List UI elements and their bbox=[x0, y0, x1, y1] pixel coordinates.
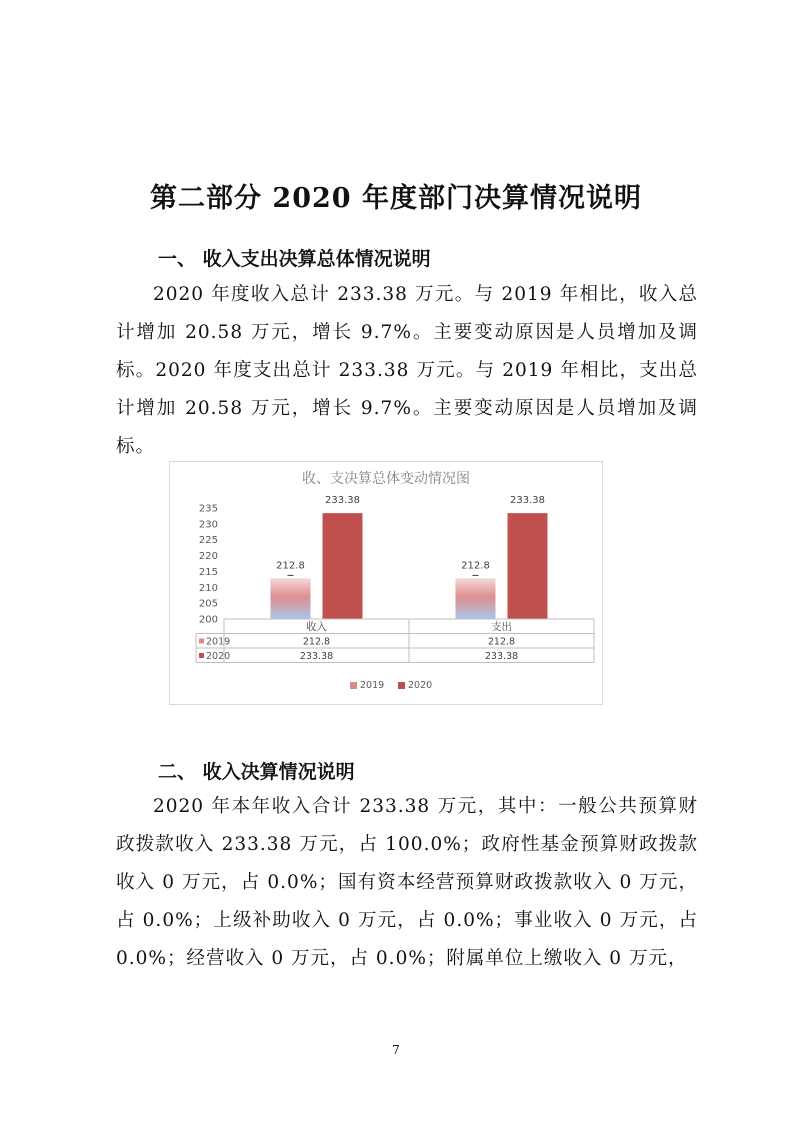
y-tick-label: 215 bbox=[198, 566, 218, 578]
table-value: 233.38 bbox=[299, 651, 334, 662]
y-tick-label: 210 bbox=[198, 582, 218, 594]
bar-2019-2 bbox=[456, 578, 496, 619]
y-tick-label: 230 bbox=[198, 519, 218, 531]
y-tick-label: 200 bbox=[198, 614, 218, 626]
category-label: 收入 bbox=[306, 621, 327, 633]
table-value: 233.38 bbox=[484, 651, 519, 662]
bar-2020-1 bbox=[323, 513, 363, 619]
data-label: 233.38 bbox=[510, 495, 545, 507]
table-value: 212.8 bbox=[302, 636, 331, 648]
chart-canvas bbox=[170, 462, 602, 704]
category-label: 支出 bbox=[491, 621, 512, 633]
data-label: 212.8 bbox=[276, 560, 305, 572]
y-tick-label: 205 bbox=[198, 598, 218, 610]
table-series-name: 2019 bbox=[206, 636, 231, 648]
section-2-paragraph: 2020 年本年收入合计 233.38 万元，其中：一般公共预算财政拨款收入 233.38 万元，占 100.0%；政府性基金预算财政拨款收入 0 万元，占 0.0%；国有资本经营预算财政拨款收入 0 万元，占 0.0%；上级补助收入 0 万元，占 0.0%；事业收入 0 万元，占 0.0%；经营收入 0 万元，占 0.0%；附属单位上缴收入 0 万元， bbox=[116, 796, 698, 969]
bar-2020-2 bbox=[508, 513, 548, 619]
y-tick-label: 235 bbox=[198, 503, 218, 515]
data-label: 212.8 bbox=[461, 560, 490, 572]
legend-label: 2020 bbox=[408, 680, 433, 691]
bar-2019-1 bbox=[271, 578, 311, 619]
section-heading-1: 一、 收入支出决算总体情况说明 bbox=[158, 248, 431, 270]
y-tick-label: 225 bbox=[198, 535, 218, 547]
legend-label: 2019 bbox=[360, 680, 385, 691]
section-heading-2: 二、 收入决算情况说明 bbox=[158, 761, 355, 783]
chart-title: 收、支决算总体变动情况图 bbox=[302, 471, 470, 487]
legend-key-2019 bbox=[350, 682, 357, 689]
table-legend-key bbox=[199, 639, 204, 644]
page-number: 7 bbox=[392, 1043, 400, 1057]
page-title: 第二部分 2020 年度部门决算情况说明 bbox=[150, 183, 642, 214]
section-1-paragraph: 2020 年度收入总计 233.38 万元。与 2019 年相比，收入总计增加 20.58 万元，增长 9.7%。主要变动原因是人员增加及调标。2020 年度支出总计 233.38 万元。与 2019 年相比，支出总计增加 20.58 万元，增长 9.7%。主要变动原因是人员增加及调标。 bbox=[116, 284, 698, 457]
income-expense-chart bbox=[169, 461, 603, 705]
table-series-name: 2020 bbox=[206, 651, 231, 662]
data-label: 233.38 bbox=[325, 495, 360, 507]
y-tick-label: 220 bbox=[198, 551, 218, 563]
legend-key-2020 bbox=[398, 682, 405, 689]
table-value: 212.8 bbox=[487, 636, 516, 648]
table-legend-key bbox=[199, 653, 204, 658]
